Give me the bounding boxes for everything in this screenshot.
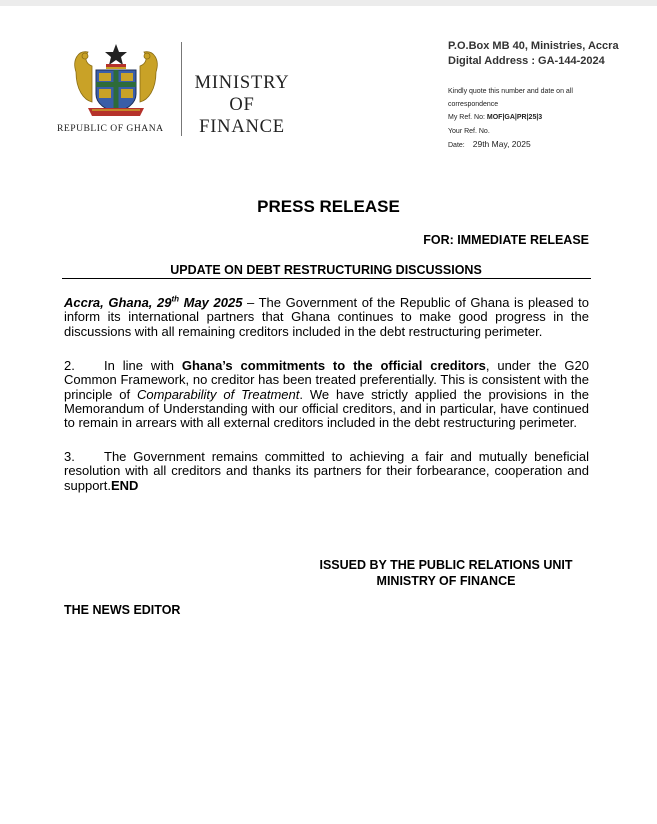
end-marker: END <box>110 477 139 493</box>
date-value: 29th May, 2025 <box>472 138 531 149</box>
date-label: Date: <box>448 141 465 149</box>
dateline-part-1: Accra, Ghana, 29 <box>64 295 172 310</box>
republic-of-ghana-label: REPUBLIC OF GHANA <box>57 123 164 134</box>
letterhead-divider <box>181 42 182 136</box>
paragraph-2-text-c: . We have strictly applied the provisions in the Memorandum of Understanding with our official creditors, and in particular, have continued to remain in arrears with all external creditors included in the debt restructuring perimeter. <box>64 386 589 431</box>
ministry-line-3: FINANCE <box>199 117 285 137</box>
press-release-title: PRESS RELEASE <box>257 197 400 216</box>
paragraph-2-bold: Ghana’s commitments to the official creditors <box>181 358 486 373</box>
paragraph-1-text: – The Government of the Republic of Ghana is pleased to inform its international partners that Ghana continues to make good progress in the discussions with all remaining creditors included in the debt restructuring perimeter. <box>64 295 590 339</box>
your-ref-label: Your Ref. No. <box>448 127 490 135</box>
paragraph-2-text-a: In line with <box>104 358 182 373</box>
paragraph-2-text-b: , under the G20 Common Framework, no creditor has been treated preferentially. This is consistent with the principle of <box>64 358 589 402</box>
address-line-1: P.O.Box MB 40, Ministries, Accra <box>448 40 619 52</box>
reference-note-line-2: correspondence <box>448 101 499 109</box>
address-line-2: Digital Address : GA-144-2024 <box>448 54 605 67</box>
my-ref-value: MOF|GA|PR|25|3 <box>486 114 543 122</box>
paragraph-2-italic: Comparability of Treatment <box>137 386 300 402</box>
my-ref-line <box>448 111 573 124</box>
subject-underline <box>62 278 591 279</box>
ministry-line-1: MINISTRY <box>194 73 290 93</box>
issued-by-block <box>300 557 592 589</box>
for-immediate-release: FOR: IMMEDIATE RELEASE <box>423 233 589 247</box>
ghana-coat-of-arms-icon <box>70 42 162 120</box>
paragraph-3-text: The Government remains committed to achieving a fair and mutually beneficial resolution with all creditors and thanks its partners for their forbearance, cooperation and support. <box>64 449 589 493</box>
reference-note-line-1: Kindly quote this number and date on all <box>448 88 573 95</box>
dateline-part-2: May 2025 <box>179 295 243 310</box>
my-ref-label: My Ref. No: <box>448 114 485 122</box>
issued-line-1: ISSUED BY THE PUBLIC RELATIONS UNIT <box>319 558 573 572</box>
paragraph-1 <box>64 296 589 339</box>
ministry-address <box>448 39 619 68</box>
issued-line-2: MINISTRY OF FINANCE <box>376 574 516 588</box>
dateline <box>64 295 242 310</box>
ministry-line-2: OF <box>229 95 255 115</box>
release-subject: UPDATE ON DEBT RESTRUCTURING DISCUSSIONS <box>170 263 482 277</box>
dateline-ordinal: th <box>171 294 180 304</box>
paragraph-2-number: 2. <box>64 358 75 373</box>
paragraph-3-number: 3. <box>64 449 75 464</box>
date-line <box>448 138 573 152</box>
reference-block <box>448 85 573 152</box>
top-bar <box>0 0 657 6</box>
news-editor-label: THE NEWS EDITOR <box>64 603 181 617</box>
paragraph-3 <box>64 450 589 493</box>
paragraph-2 <box>64 359 589 430</box>
ministry-of-finance-wordmark <box>190 72 294 138</box>
